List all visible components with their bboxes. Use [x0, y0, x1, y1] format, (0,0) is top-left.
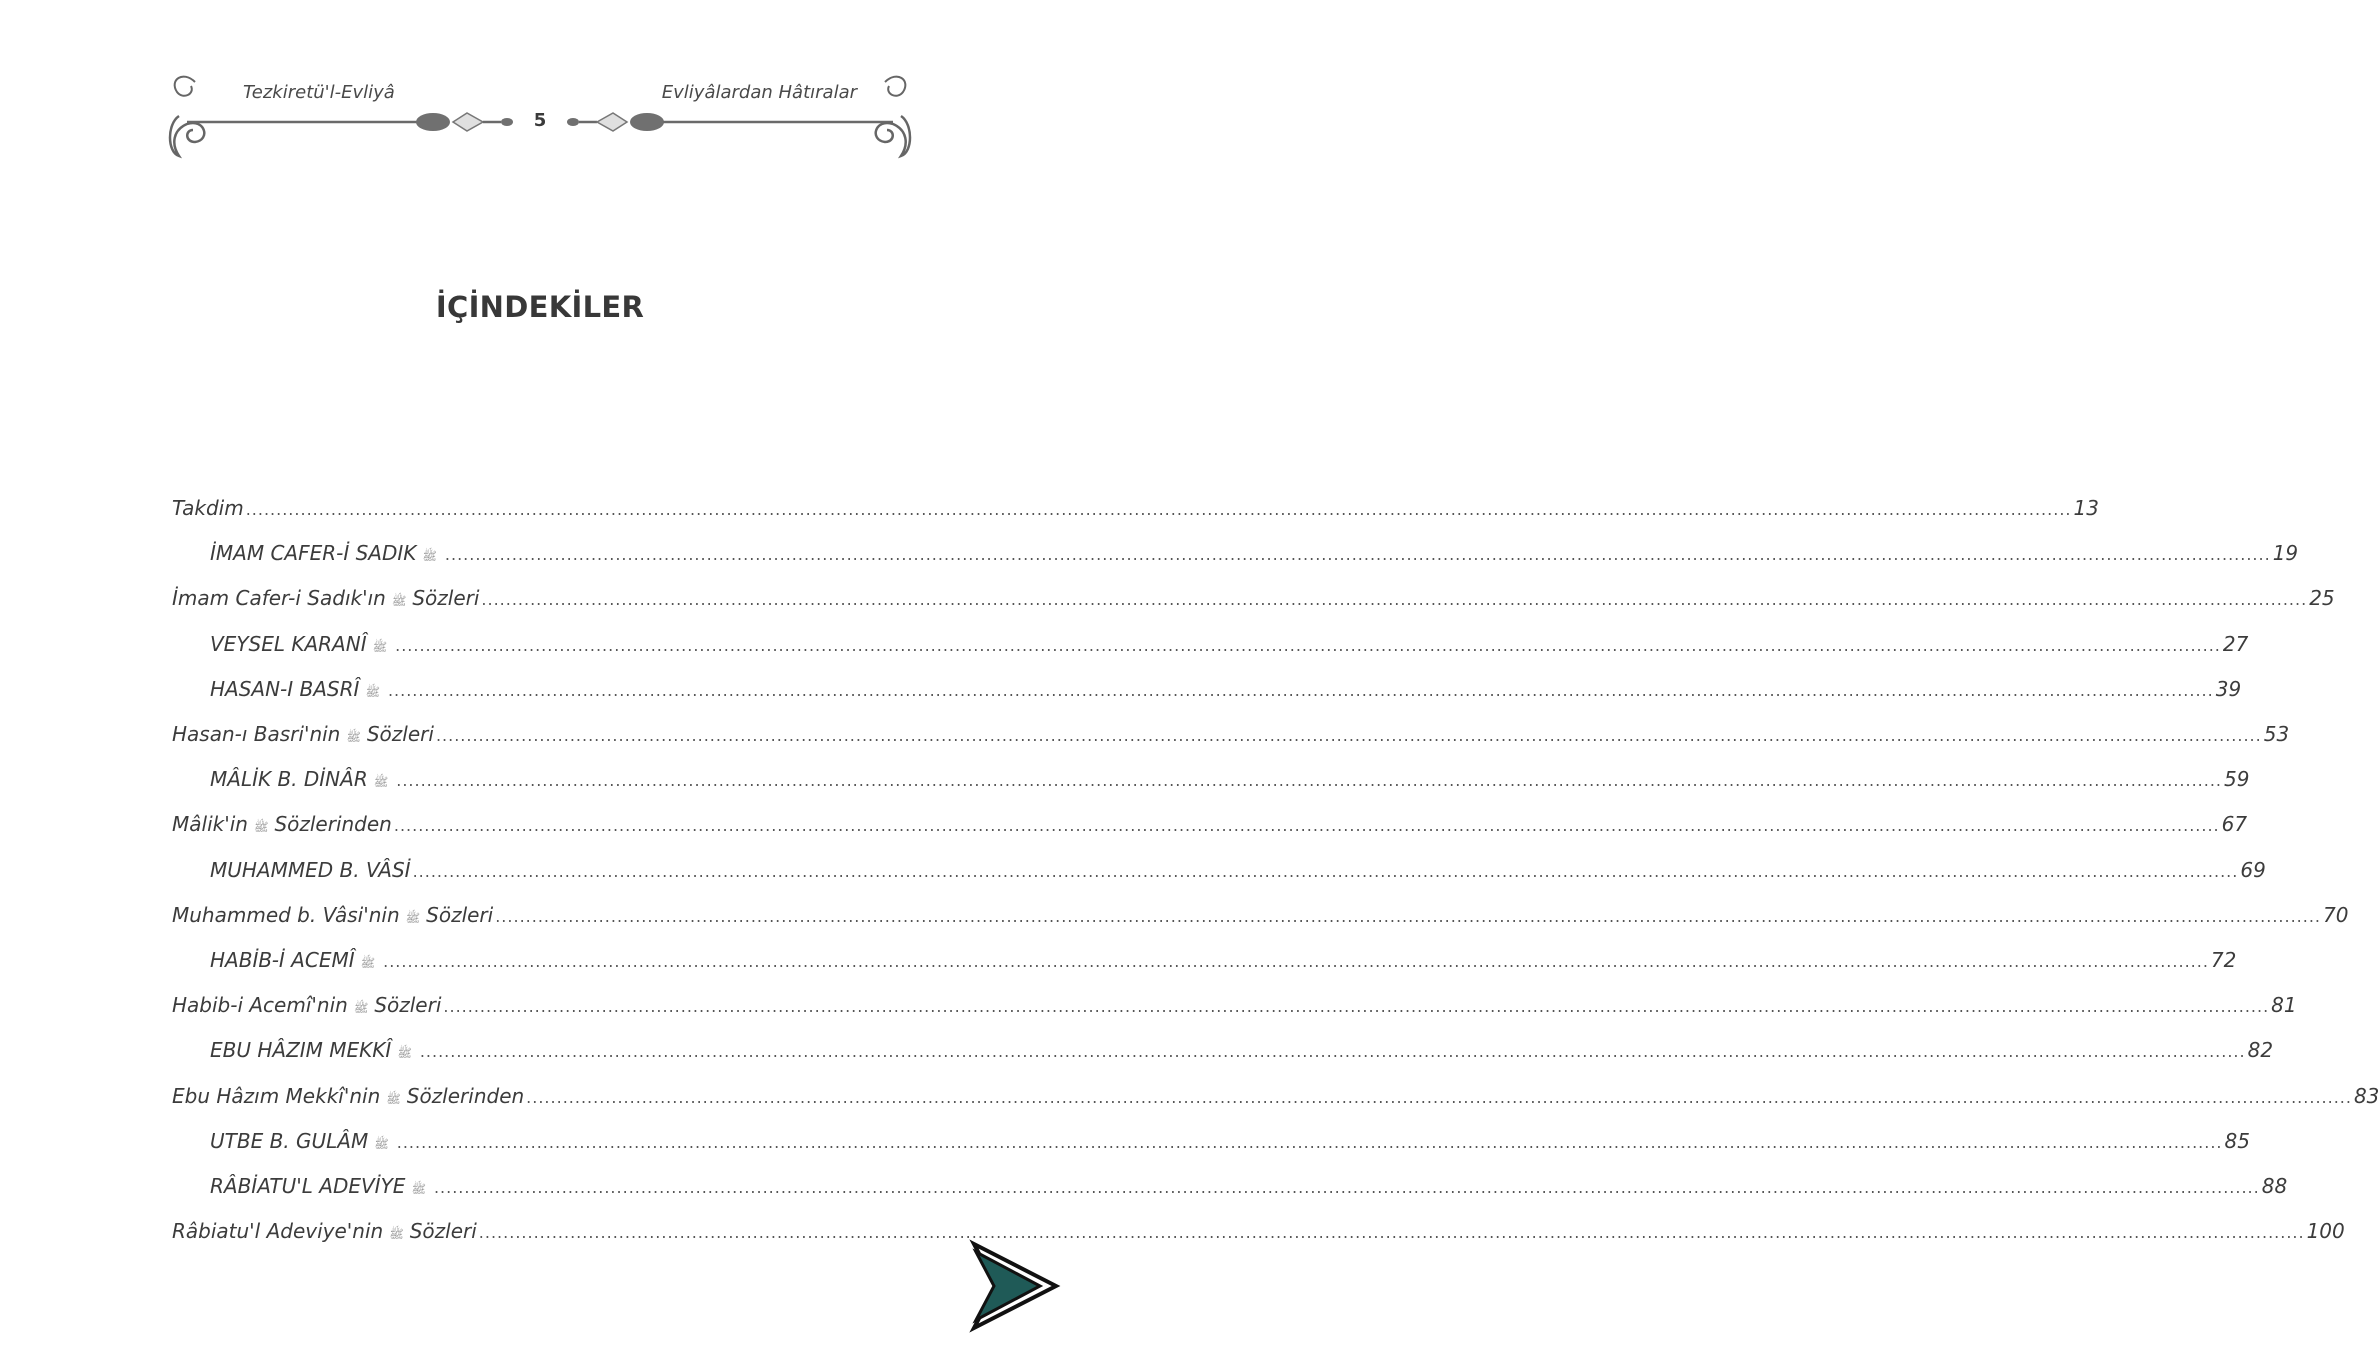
honorific-icon: ﷺ	[411, 1182, 426, 1196]
honorific-icon: ﷺ	[422, 549, 437, 564]
toc-entry[interactable]	[210, 948, 2237, 980]
toc-entry-page: 81	[2271, 993, 2297, 1018]
dot-leader: ............................................................................................................................................................................................................................................................................................................	[396, 1132, 2223, 1152]
toc-entry-label	[210, 767, 394, 792]
toc-entry-page: 70	[2323, 902, 2349, 927]
toc-entry-label	[172, 1219, 477, 1244]
dot-leader: ............................................................................................................................................................................................................................................................................................................	[435, 726, 2262, 745]
toc-entry-title: MÂLİK B. DİNÂR	[210, 767, 368, 792]
toc-entry-label	[172, 722, 434, 747]
toc-entry[interactable]	[172, 722, 2290, 754]
toc-entry-label	[172, 993, 441, 1018]
toc-entry-page: 59	[2224, 767, 2250, 792]
dot-leader: ............................................................................................................................................................................................................................................................................................................	[526, 1087, 2352, 1107]
next-page-button[interactable]	[966, 1238, 1062, 1334]
dot-leader: ............................................................................................................................................................................................................................................................................................................	[393, 816, 2220, 836]
dot-leader: ............................................................................................................................................................................................................................................................................................................	[419, 1042, 2246, 1062]
toc-entry[interactable]	[172, 586, 2335, 618]
toc-entry[interactable]	[210, 767, 2250, 799]
next-arrow-icon	[966, 1238, 1062, 1334]
toc-entry-page: 82	[2247, 1038, 2274, 1063]
toc-entry[interactable]	[172, 1219, 2345, 1251]
honorific-icon: ﷺ	[365, 684, 380, 699]
toc-entry[interactable]	[172, 812, 2248, 844]
toc-entry-title: EBU HÂZIM MEKKÎ	[210, 1038, 392, 1063]
toc-title: İÇİNDEKİLER	[435, 290, 645, 324]
toc-entry[interactable]	[210, 857, 2266, 890]
toc-entry-suffix: Sözleri	[374, 993, 442, 1018]
toc-entry-title: Hasan-ı Basri'nin	[172, 722, 341, 746]
dot-leader: ............................................................................................................................................................................................................................................................................................................	[412, 861, 2239, 881]
dot-leader: ............................................................................................................................................................................................................................................................................................................	[495, 906, 2321, 926]
toc-entry-label	[210, 541, 443, 566]
toc-entry-title: Takdim	[172, 496, 244, 520]
dot-leader: ............................................................................................................................................................................................................................................................................................................	[443, 997, 2270, 1017]
toc-entry-label	[210, 1129, 395, 1154]
toc-entry-label	[172, 496, 244, 520]
toc-entry-page: 25	[2309, 586, 2335, 611]
toc-entry[interactable]	[210, 1038, 2274, 1070]
toc-entry[interactable]	[210, 1174, 2288, 1206]
toc-entry-title: İMAM CAFER-İ SADIK	[210, 541, 417, 566]
toc-entry-page: 67	[2221, 812, 2248, 837]
toc-entry-label	[210, 1038, 418, 1063]
toc-entry-page: 13	[2073, 496, 2099, 520]
toc-entry[interactable]	[210, 631, 2249, 664]
dot-leader: ............................................................................................................................................................................................................................................................................................................	[245, 500, 2072, 519]
toc-entry[interactable]	[210, 1128, 2250, 1161]
toc-entry[interactable]	[172, 993, 2297, 1025]
toc-entry-title: Râbiatu'l Adeviye'nin	[172, 1219, 384, 1244]
toc-entry-title: HASAN-I BASRÎ	[210, 676, 360, 701]
honorific-icon: ﷺ	[374, 1136, 389, 1151]
toc-entry-label	[210, 632, 393, 657]
toc-entry-label	[172, 1084, 524, 1109]
honorific-icon: ﷺ	[373, 775, 389, 790]
honorific-icon: ﷺ	[346, 730, 361, 744]
honorific-icon: ﷺ	[397, 1046, 412, 1061]
toc-entry-page: 19	[2272, 541, 2299, 566]
dot-leader: ............................................................................................................................................................................................................................................................................................................	[396, 771, 2223, 791]
toc-entry-page: 85	[2224, 1128, 2250, 1153]
dot-leader: ............................................................................................................................................................................................................................................................................................................	[444, 545, 2271, 565]
toc-entry-suffix: Sözleri	[412, 586, 480, 611]
toc-entry-label	[172, 812, 392, 837]
running-header	[165, 66, 915, 166]
header-book-title: Tezkiretü'l-Evliyâ	[243, 82, 395, 103]
toc-entry-suffix: Sözleri	[426, 902, 494, 927]
toc-entry-page: 83	[2353, 1083, 2379, 1108]
toc-entry-page: 72	[2210, 948, 2237, 972]
toc-entry-suffix: Sözlerinden	[274, 812, 392, 837]
dot-leader: ............................................................................................................................................................................................................................................................................................................	[478, 1223, 2305, 1243]
dot-leader: ............................................................................................................................................................................................................................................................................................................	[387, 680, 2214, 700]
honorific-icon: ﷺ	[360, 956, 376, 970]
header-book-subtitle: Evliyâlardan Hâtıralar	[661, 82, 857, 103]
toc-entry[interactable]	[210, 676, 2242, 709]
toc-entry[interactable]	[172, 902, 2349, 935]
toc-entry-title: Ebu Hâzım Mekkî'nin	[172, 1083, 381, 1108]
toc-entry-page: 88	[2261, 1174, 2288, 1198]
toc-entry-title: Habib-i Acemî'nin	[172, 993, 348, 1018]
honorific-icon: ﷺ	[353, 1001, 369, 1016]
honorific-icon: ﷺ	[391, 594, 407, 609]
toc-entry-title: UTBE B. GULÂM	[210, 1128, 369, 1153]
toc-entry-suffix: Sözlerinden	[406, 1083, 525, 1108]
honorific-icon: ﷺ	[386, 1091, 401, 1106]
toc-entry-label	[210, 677, 386, 702]
toc-entry-title: VEYSEL KARANÎ	[210, 631, 367, 656]
toc-entry[interactable]	[210, 541, 2299, 573]
page-number: 5	[533, 110, 547, 131]
toc-entry-page: 100	[2306, 1219, 2345, 1244]
toc-entry-suffix: Sözleri	[366, 722, 434, 746]
toc-entry-page: 27	[2222, 631, 2249, 656]
honorific-icon: ﷺ	[405, 910, 421, 925]
honorific-icon: ﷺ	[253, 820, 269, 835]
dot-leader: ............................................................................................................................................................................................................................................................................................................	[481, 590, 2308, 610]
toc-entry-suffix: Sözleri	[409, 1219, 477, 1244]
dot-leader: ............................................................................................................................................................................................................................................................................................................	[395, 635, 2221, 655]
honorific-icon: ﷺ	[389, 1227, 404, 1242]
toc-entry[interactable]	[172, 1083, 2379, 1116]
dot-leader: ............................................................................................................................................................................................................................................................................................................	[383, 952, 2209, 971]
toc-entry-label	[210, 1174, 432, 1199]
toc-entry-page: 53	[2263, 722, 2290, 746]
toc-entry-label	[210, 858, 411, 882]
toc-entry-title: RÂBİATU'L ADEVİYE	[210, 1174, 406, 1198]
toc-entry-label	[172, 903, 493, 928]
honorific-icon: ﷺ	[372, 639, 388, 654]
toc-entry-label	[172, 586, 479, 611]
toc-entry-title: Muhammed b. Vâsi'nin	[172, 902, 400, 927]
toc-entry-title: MUHAMMED B. VÂSİ	[210, 857, 411, 882]
toc-entry-label	[210, 948, 381, 973]
toc-entry-title: Mâlik'in	[172, 812, 248, 837]
toc-entry-page: 69	[2240, 857, 2266, 882]
dot-leader: ............................................................................................................................................................................................................................................................................................................	[433, 1178, 2260, 1197]
toc-entry[interactable]	[172, 496, 2099, 528]
toc-entry-title: HABİB-İ ACEMÎ	[210, 948, 355, 972]
toc-entry-title: İmam Cafer-i Sadık'ın	[172, 586, 386, 611]
toc-entry-page: 39	[2215, 676, 2242, 701]
